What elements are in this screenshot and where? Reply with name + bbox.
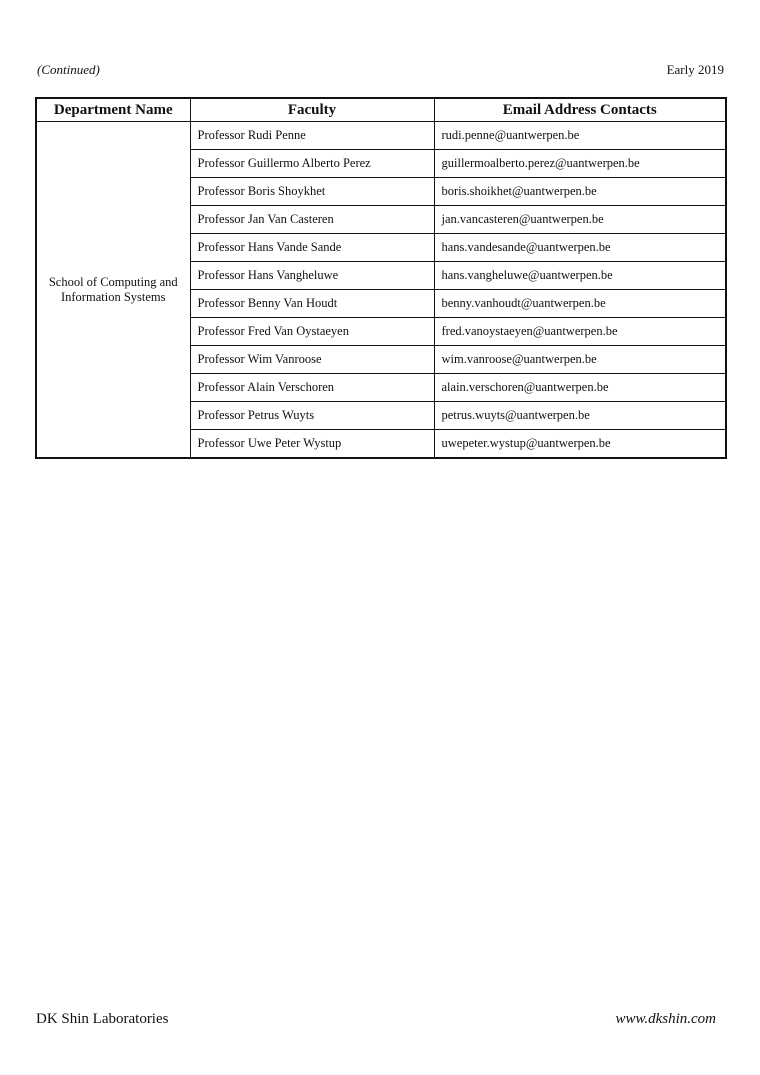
email-cell[interactable]: benny.vanhoudt@uantwerpen.be — [434, 290, 726, 318]
faculty-cell: Professor Jan Van Casteren — [190, 206, 434, 234]
email-cell[interactable]: uwepeter.wystup@uantwerpen.be — [434, 430, 726, 459]
faculty-cell: Professor Uwe Peter Wystup — [190, 430, 434, 459]
faculty-cell: Professor Fred Van Oystaeyen — [190, 318, 434, 346]
email-cell[interactable]: hans.vandesande@uantwerpen.be — [434, 234, 726, 262]
column-header-faculty: Faculty — [190, 98, 434, 122]
faculty-cell: Professor Petrus Wuyts — [190, 402, 434, 430]
continued-label: (Continued) — [37, 62, 100, 77]
faculty-cell: Professor Alain Verschoren — [190, 374, 434, 402]
email-cell[interactable]: rudi.penne@uantwerpen.be — [434, 122, 726, 150]
email-cell[interactable]: alain.verschoren@uantwerpen.be — [434, 374, 726, 402]
faculty-cell: Professor Hans Vangheluwe — [190, 262, 434, 290]
faculty-cell: Professor Benny Van Houdt — [190, 290, 434, 318]
department-name-cell: School of Computing and Information Systems — [36, 122, 190, 459]
table-row — [36, 122, 726, 150]
email-cell[interactable]: guillermoalberto.perez@uantwerpen.be — [434, 150, 726, 178]
faculty-cell: Professor Guillermo Alberto Perez — [190, 150, 434, 178]
column-header-email: Email Address Contacts — [434, 98, 726, 122]
faculty-cell: Professor Hans Vande Sande — [190, 234, 434, 262]
table-header-row — [36, 98, 726, 122]
faculty-cell: Professor Rudi Penne — [190, 122, 434, 150]
page-date: Early 2019 — [666, 62, 724, 77]
faculty-cell: Professor Wim Vanroose — [190, 346, 434, 374]
faculty-cell: Professor Boris Shoykhet — [190, 178, 434, 206]
email-cell[interactable]: jan.vancasteren@uantwerpen.be — [434, 206, 726, 234]
email-cell[interactable]: boris.shoikhet@uantwerpen.be — [434, 178, 726, 206]
email-cell[interactable]: petrus.wuyts@uantwerpen.be — [434, 402, 726, 430]
email-cell[interactable]: fred.vanoystaeyen@uantwerpen.be — [434, 318, 726, 346]
email-cell[interactable]: wim.vanroose@uantwerpen.be — [434, 346, 726, 374]
footer-website-link[interactable]: www.dkshin.com — [615, 1011, 716, 1027]
email-cell[interactable]: hans.vangheluwe@uantwerpen.be — [434, 262, 726, 290]
footer-organization: DK Shin Laboratories — [36, 1011, 169, 1027]
faculty-contacts-table — [35, 97, 727, 459]
column-header-department: Department Name — [36, 98, 190, 122]
